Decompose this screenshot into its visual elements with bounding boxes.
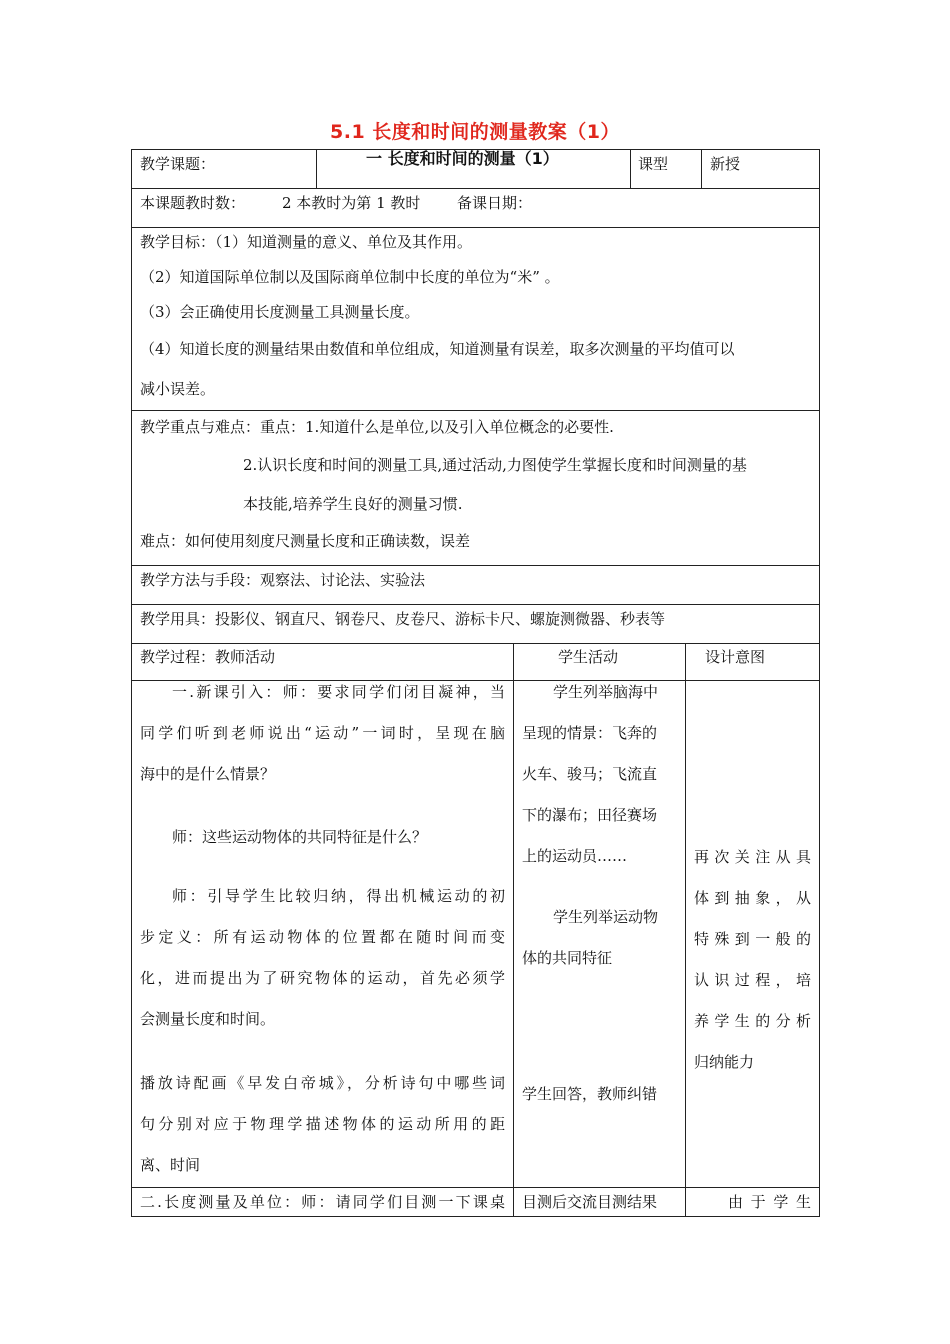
- student-line: 学生回答，教师纠错: [522, 1085, 658, 1103]
- student-line: 体的共同特征: [522, 949, 613, 967]
- teacher-line: 会测量长度和时间。: [140, 1010, 276, 1028]
- teacher-activity-header: 教学过程：教师活动: [140, 648, 276, 666]
- teacher-line: 步定义：所有运动物体的位置都在随时间而变: [140, 928, 505, 946]
- topic-label: 教学课题：: [140, 155, 216, 173]
- methods: 教学方法与手段：观察法、讨论法、实验法: [140, 571, 426, 589]
- teacher-line: 句分别对应于物理学描述物体的运动所用的距: [140, 1115, 505, 1133]
- design-intent-header: 设计意图: [705, 648, 766, 666]
- divider: [685, 680, 686, 1188]
- teacher-line: 离、时间: [140, 1156, 201, 1174]
- teacher-line: 一.新课引入：师：要求同学们闭目凝神，当: [172, 683, 505, 701]
- document-title: 5.1 长度和时间的测量教案（1）: [330, 121, 620, 143]
- hours-detail: 2 本教时为第 1 教时: [282, 194, 421, 212]
- student-line: 学生列举运动物: [553, 908, 659, 926]
- student-line: 上的运动员……: [522, 847, 628, 865]
- divider: [685, 643, 686, 681]
- measurement-student: 目测后交流目测结果: [522, 1193, 658, 1211]
- intent-line: 认识过程，培: [694, 971, 811, 989]
- divider: [685, 1187, 686, 1217]
- divider: [513, 680, 514, 1188]
- teacher-line: 师：这些运动物体的共同特征是什么？: [172, 828, 428, 846]
- divider: [630, 149, 631, 189]
- intent-line: 体到抽象，从: [694, 889, 811, 907]
- hours-label: 本课题教时数：: [140, 194, 246, 212]
- objective-2: （2）知道国际单位制以及国际商单位制中长度的单位为“米” 。: [140, 268, 560, 286]
- objective-4-cont: 减小误差。: [140, 380, 216, 398]
- difficulty: 难点：如何使用刻度尺测量长度和正确读数，误差: [140, 532, 471, 550]
- student-activity-header: 学生活动: [558, 648, 619, 666]
- divider: [701, 149, 702, 189]
- divider: [513, 643, 514, 681]
- objective-4: （4）知道长度的测量结果由数值和单位组成，知道测量有误差，取多次测量的平均值可以: [140, 340, 735, 358]
- student-line: 学生列举脑海中: [553, 683, 659, 701]
- intent-line: 归纳能力: [694, 1053, 755, 1071]
- teacher-line: 师：引导学生比较归纳，得出机械运动的初: [172, 887, 505, 905]
- intent-line: 再次关注从具: [694, 848, 811, 866]
- divider: [316, 149, 317, 189]
- intent-line: 养学生的分析: [694, 1012, 811, 1030]
- student-line: 火车、骏马；飞流直: [522, 765, 658, 783]
- key-point-2: 2.认识长度和时间的测量工具,通过活动,力图使学生掌握长度和时间测量的基: [243, 456, 747, 474]
- student-line: 下的瀑布；田径赛场: [522, 806, 658, 824]
- objective-1: 教学目标：（1）知道测量的意义、单位及其作用。: [140, 233, 473, 251]
- intent-line: 特殊到一般的: [694, 930, 811, 948]
- tools: 教学用具：投影仪、钢直尺、钢卷尺、皮卷尺、游标卡尺、螺旋测微器、秒表等: [140, 610, 666, 628]
- student-line: 呈现的情景：飞奔的: [522, 724, 658, 742]
- divider: [513, 1187, 514, 1217]
- prep-date: 备课日期：: [457, 194, 533, 212]
- key-point-2-cont: 本技能,培养学生良好的测量习惯.: [243, 495, 463, 513]
- measurement-intent: 由于学生: [728, 1193, 811, 1211]
- topic-value: 一 长度和时间的测量（1）: [366, 149, 559, 168]
- teacher-line: 播放诗配画《早发白帝城》，分析诗句中哪些词: [140, 1074, 505, 1092]
- teacher-line: 化，进而提出为了研究物体的运动，首先必须学: [140, 969, 505, 987]
- teacher-line: 海中的是什么情景？: [140, 765, 276, 783]
- objective-3: （3）会正确使用长度测量工具测量长度。: [140, 303, 420, 321]
- lesson-type-label: 课型: [638, 155, 669, 173]
- key-point-1: 教学重点与难点：重点：1.知道什么是单位,以及引入单位概念的必要性.: [140, 418, 614, 436]
- teacher-line: 同学们听到老师说出“运动”一词时，呈现在脑: [140, 724, 505, 742]
- lesson-type-value: 新授: [710, 155, 741, 173]
- measurement-teacher: 二.长度测量及单位：师：请同学们目测一下课桌: [140, 1193, 505, 1211]
